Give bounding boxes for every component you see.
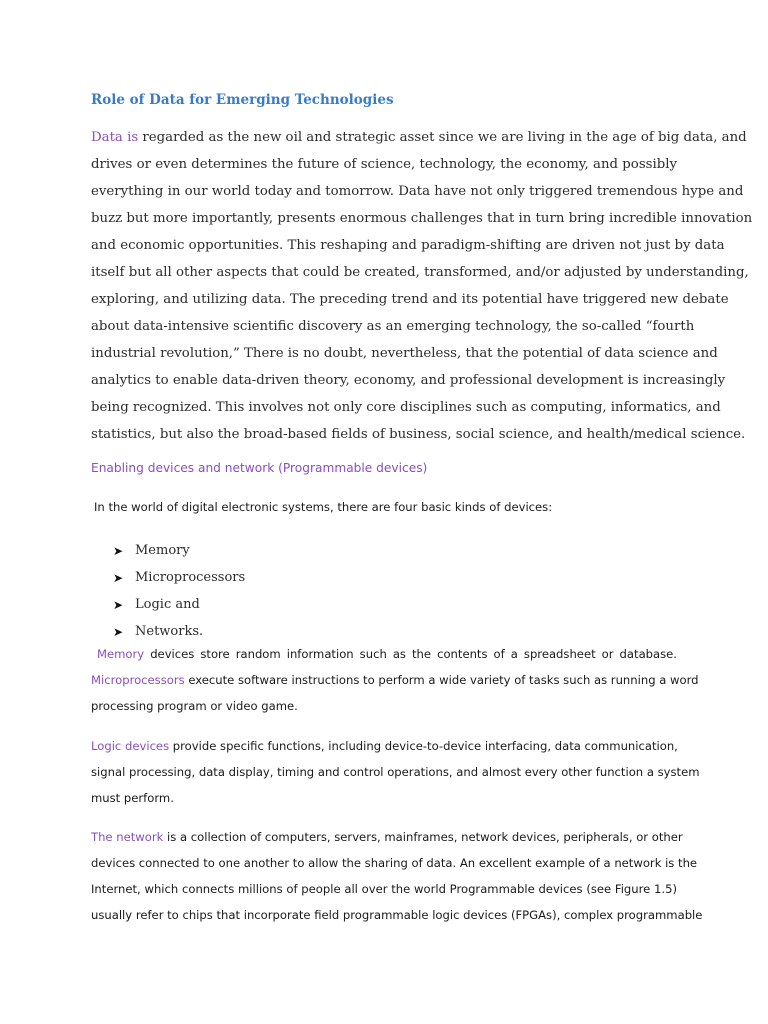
- devices-subheading: Enabling devices and network (Programmable devices): [91, 461, 428, 475]
- arrow-bullet-icon: ➤: [113, 570, 124, 585]
- logic-paragraph: [91, 733, 700, 811]
- paragraph-line: The network is a collection of computers, servers, mainframes, network devices, peripherals, or other: [91, 830, 683, 844]
- arrow-bullet-icon: ➤: [113, 543, 124, 558]
- list-item: ➤ Logic and: [113, 597, 200, 612]
- paragraph-line: signal processing, data display, timing and control operations, and almost every other function a system: [91, 765, 700, 779]
- microprocessors-lead: Microprocessors: [91, 673, 185, 687]
- paragraph-line: about data-intensive scientific discovery as an emerging technology, the so-called “fourth: [91, 319, 695, 334]
- paragraph-line: drives or even determines the future of science, technology, the economy, and possibly: [91, 157, 677, 172]
- paragraph-line: Microprocessors execute software instructions to perform a wide variety of tasks such as running a word: [91, 673, 699, 687]
- network-lead: The network: [91, 830, 164, 844]
- paragraph-line: Internet, which connects millions of people all over the world Programmable devices (see Figure 1.5): [91, 882, 677, 896]
- devices-intro: In the world of digital electronic systems, there are four basic kinds of devices:: [94, 500, 553, 514]
- list-item: ➤ Networks.: [113, 624, 204, 639]
- paragraph-line: usually refer to chips that incorporate field programmable logic devices (FPGAs), complex programmable: [91, 908, 703, 922]
- device-bullet-list: [113, 537, 245, 645]
- network-paragraph: [91, 824, 703, 928]
- paragraph-line: must perform.: [91, 791, 174, 805]
- paragraph-line: devices connected to one another to allow the sharing of data. An excellent example of a network is the: [91, 856, 698, 870]
- paragraph-line: and economic opportunities. This reshaping and paradigm-shifting are driven not just by data: [91, 238, 725, 253]
- paragraph-line: Data is regarded as the new oil and strategic asset since we are living in the age of big data, and: [91, 130, 747, 145]
- paragraph-line: statistics, but also the broad-based fields of business, social science, and health/medical science.: [91, 427, 746, 442]
- paragraph-line: industrial revolution,” There is no doubt, nevertheless, that the potential of data science and: [91, 346, 718, 361]
- data-is-lead: Data is: [91, 130, 139, 145]
- arrow-bullet-icon: ➤: [113, 624, 124, 639]
- paragraph-line: itself but all other aspects that could be created, transformed, and/or adjusted by understanding,: [91, 265, 749, 280]
- paragraph-line: processing program or video game.: [91, 699, 298, 713]
- paragraph-line: being recognized. This involves not only core disciplines such as computing, informatics, and: [91, 400, 721, 415]
- section-heading: Role of Data for Emerging Technologies: [91, 92, 394, 108]
- logic-devices-lead: Logic devices: [91, 739, 170, 753]
- paragraph-line: Memory devices store random information such as the contents of a spreadsheet or database.: [97, 647, 677, 661]
- arrow-bullet-icon: ➤: [113, 597, 124, 612]
- paragraph-line: exploring, and utilizing data. The preceding trend and its potential have triggered new debate: [91, 292, 729, 307]
- memory-paragraph: [91, 641, 699, 719]
- list-item: ➤ Microprocessors: [113, 570, 246, 585]
- data-role-paragraph: [91, 124, 753, 448]
- paragraph-line: everything in our world today and tomorrow. Data have not only triggered tremendous hype and: [91, 184, 744, 199]
- paragraph-line: buzz but more importantly, presents enormous challenges that in turn bring incredible innovation: [91, 211, 753, 226]
- paragraph-line: Logic devices provide specific functions, including device-to-device interfacing, data communication,: [91, 739, 678, 753]
- paragraph-line: analytics to enable data-driven theory, economy, and professional development is increasingly: [91, 373, 726, 388]
- list-item: ➤ Memory: [113, 543, 190, 558]
- memory-lead: Memory: [97, 647, 145, 661]
